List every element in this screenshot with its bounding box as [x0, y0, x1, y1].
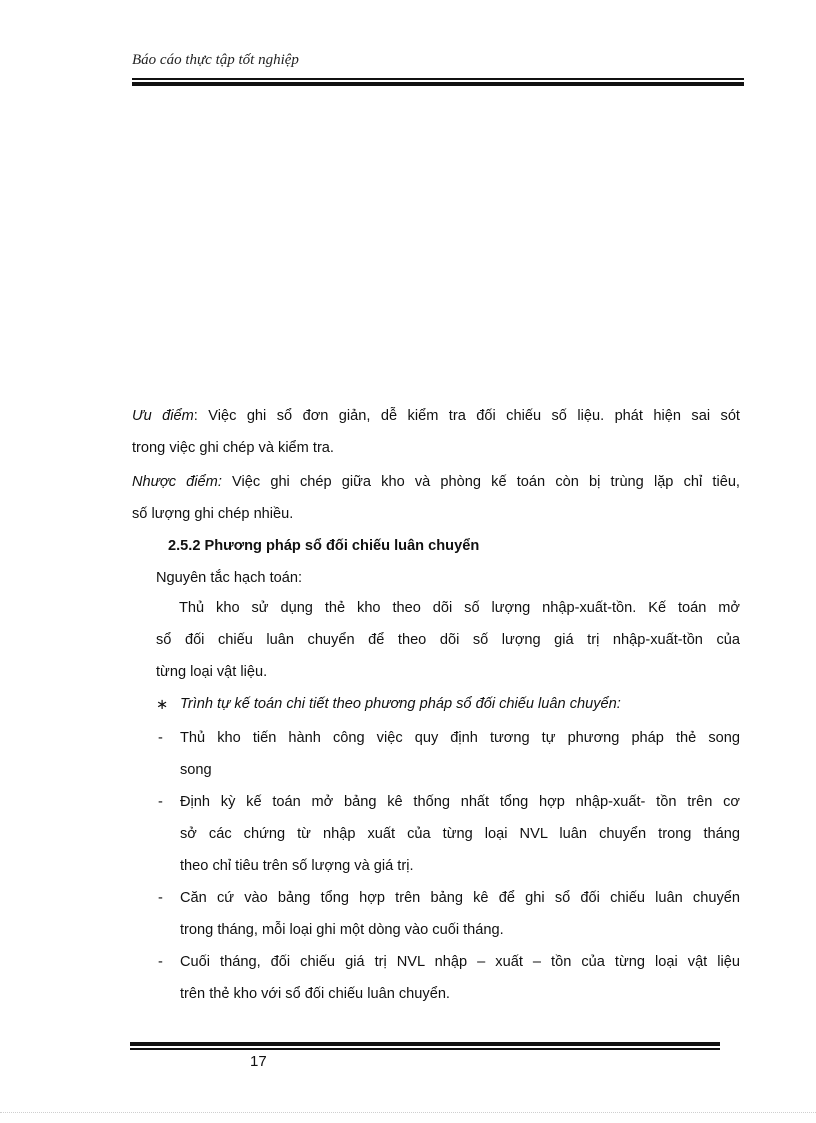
footer-rule-thick: [130, 1042, 720, 1046]
header-rule-thick: [132, 82, 744, 86]
disadvantage-line-2: số lượng ghi chép nhiều.: [132, 506, 294, 522]
item-4-line-2: trên thẻ kho với sổ đối chiếu luân chuyển.: [180, 986, 450, 1002]
item-2-line-3: theo chỉ tiêu trên số lượng và giá trị.: [180, 858, 414, 874]
section-heading: 2.5.2 Phương pháp sổ đối chiếu luân chuyển: [168, 538, 480, 554]
dash-bullet: -: [158, 730, 163, 746]
advantage-label: Ưu điểm: [132, 408, 194, 424]
item-2-line-1: Định kỳ kế toán mở bảng kê thống nhất tổng hợp nhập-xuất- tồn trên cơ: [180, 794, 740, 810]
disadvantage-text: Việc ghi chép giữa kho và phòng kế toán còn bị trùng lặp chỉ tiêu,: [221, 474, 740, 490]
principle-line-3: từng loại vật liệu.: [156, 664, 268, 680]
dash-bullet: -: [158, 890, 163, 906]
disadvantage-label: Nhược điểm:: [132, 474, 222, 490]
item-4-line-1: Cuối tháng, đối chiếu giá trị NVL nhập – xuất – tồn của từng loại vật liệu: [180, 954, 740, 970]
header-rule-thin: [132, 78, 744, 80]
item-3-line-1: Căn cứ vào bảng tổng hợp trên bảng kê để ghi sổ đối chiếu luân chuyển: [180, 890, 740, 906]
header-title: Báo cáo thực tập tốt nghiệp: [132, 52, 299, 68]
item-3-line-2: trong tháng, mỗi loại ghi một dòng vào cuối tháng.: [180, 922, 504, 938]
procedure-heading: Trình tự kế toán chi tiết theo phương pháp sổ đối chiếu luân chuyển:: [180, 696, 621, 712]
item-1-line-2: song: [180, 762, 212, 778]
principle-line-1: Thủ kho sử dụng thẻ kho theo dõi số lượng nhập-xuất-tồn. Kế toán mở: [179, 600, 740, 616]
advantage-text: : Việc ghi sổ đơn giản, dễ kiểm tra đối chiếu số liệu. phát hiện sai sót: [193, 408, 740, 424]
principle-label: Nguyên tắc hạch toán:: [156, 570, 303, 586]
advantage-line-1: [132, 408, 740, 424]
page-edge-divider: [0, 1112, 816, 1113]
principle-line-2: sổ đối chiếu luân chuyển để theo dõi số lượng giá trị nhập-xuất-tồn của: [156, 632, 740, 648]
advantage-line-2: trong việc ghi chép và kiểm tra.: [132, 440, 334, 456]
dash-bullet: -: [158, 954, 163, 970]
star-bullet: ∗: [156, 697, 169, 713]
item-1-line-1: Thủ kho tiến hành công việc quy định tương tự phương pháp thẻ song: [180, 730, 740, 746]
dash-bullet: -: [158, 794, 163, 810]
footer-rule-thin: [130, 1048, 720, 1050]
item-2-line-2: sở các chứng từ nhập xuất của từng loại NVL luân chuyển trong tháng: [180, 826, 740, 842]
disadvantage-line-1: [132, 474, 740, 490]
page-number: 17: [250, 1053, 267, 1070]
